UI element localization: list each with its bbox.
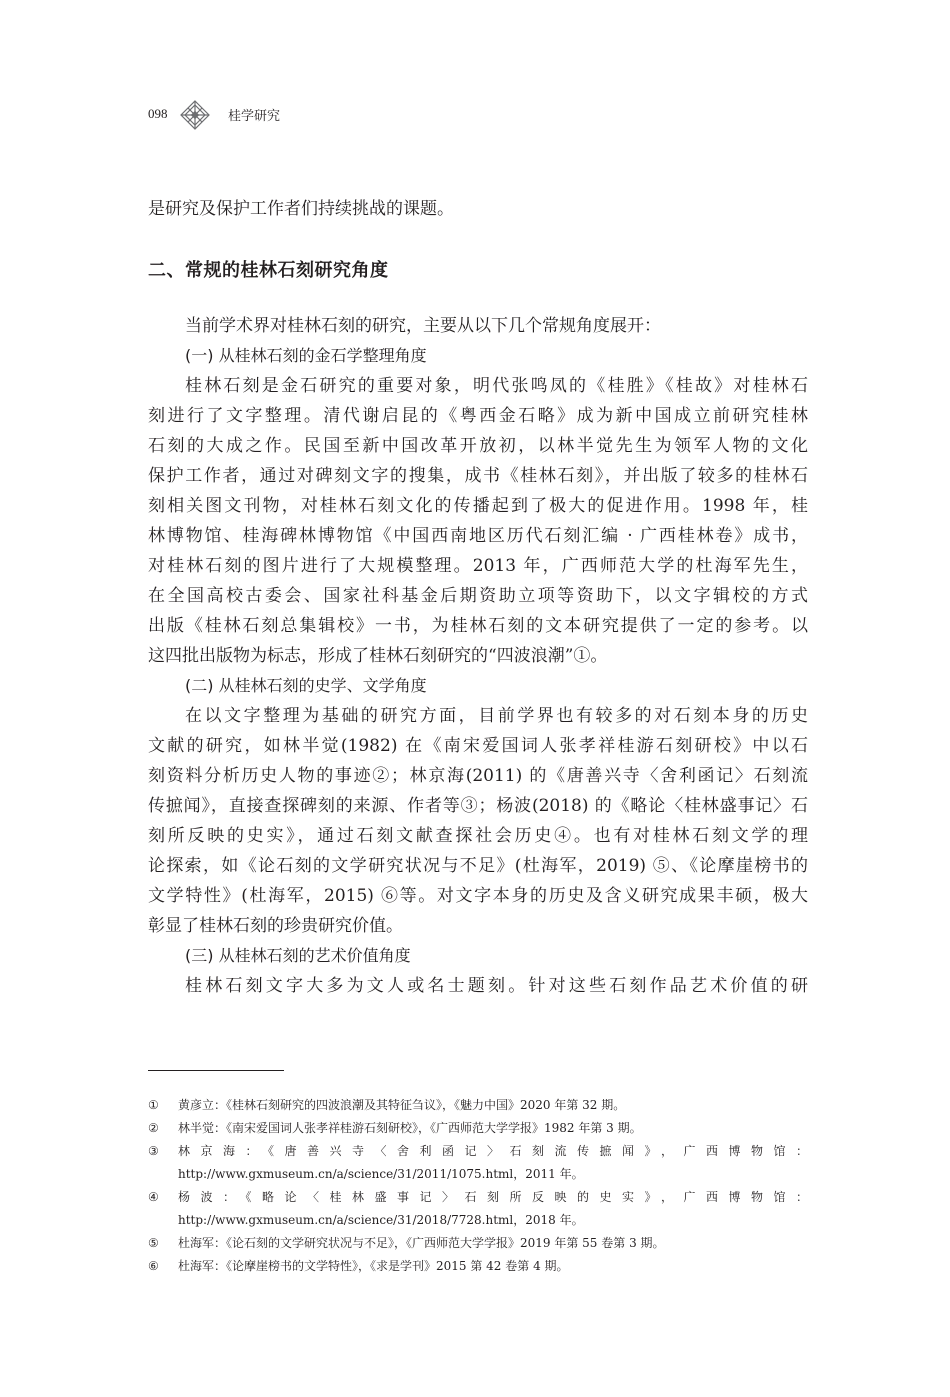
text-line: 在全国高校古委会、国家社科基金后期资助立项等资助下，以文字辑校的方式 xyxy=(148,586,808,606)
lattice-ornament-icon xyxy=(180,100,210,130)
footnote-text: 黄彦立：《桂林石刻研究的四波浪潮及其特征刍议》，《魅力中国》2020 年第 32 期。 xyxy=(178,1098,626,1112)
footnote-text: 林京海：《唐善兴寺〈舍利函记〉石刻流传摭闻》，广西博物馆：http://www.gxmuseum.cn/a/science/31/2011/1075.html，2011 年。 xyxy=(178,1144,808,1181)
text-line: 林博物馆、桂海碑林博物馆《中国西南地区历代石刻汇编 · 广西桂林卷》成书， xyxy=(148,526,808,546)
footnote-item xyxy=(148,1232,808,1255)
footnote-mark: ⑤ xyxy=(148,1236,159,1250)
text-line: 桂林石刻是金石研究的重要对象，明代张鸣凤的《桂胜》《桂故》对桂林石 xyxy=(185,376,808,396)
footnote-mark: ① xyxy=(148,1098,159,1112)
opening-paragraph xyxy=(148,194,808,224)
footnote-item xyxy=(148,1186,808,1232)
main-text xyxy=(148,311,808,1001)
running-header xyxy=(148,100,808,130)
subheading-2: (二) 从桂林石刻的史学、文学角度 xyxy=(185,676,427,695)
footnote-item xyxy=(148,1117,808,1140)
text-line: 在以文字整理为基础的研究方面，目前学界也有较多的对石刻本身的历史 xyxy=(185,706,808,726)
text-line: 传摭闻》，直接查探碑刻的来源、作者等③；杨波(2018) 的《略论〈桂林盛事记〉石 xyxy=(148,796,808,816)
text-line: 保护工作者，通过对碑刻文字的搜集，成书《桂林石刻》，并出版了较多的桂林石 xyxy=(148,466,808,486)
footnote-mark: ③ xyxy=(148,1144,159,1158)
page-number: 098 xyxy=(148,106,168,121)
footnote-item xyxy=(148,1140,808,1186)
intro-line: 当前学术界对桂林石刻的研究，主要从以下几个常规角度展开： xyxy=(185,316,661,336)
text-line: 对桂林石刻的图片进行了大规模整理。2013 年，广西师范大学的杜海军先生， xyxy=(148,556,808,576)
text-line: 出版《桂林石刻总集辑校》一书，为桂林石刻的文本研究提供了一定的参考。以 xyxy=(148,616,808,636)
text-line: 刻进行了文字整理。清代谢启昆的《粤西金石略》成为新中国成立前研究桂林 xyxy=(148,406,808,426)
text-line: 桂林石刻文字大多为文人或名士题刻。针对这些石刻作品艺术价值的研 xyxy=(185,976,808,996)
subheading-3: (三) 从桂林石刻的艺术价值角度 xyxy=(185,946,411,965)
footnote-item xyxy=(148,1094,808,1117)
text-line: 文献的研究，如林半觉(1982) 在《南宋爱国词人张孝祥桂游石刻研校》中以石 xyxy=(148,736,808,756)
text-line: 刻相关图文刊物，对桂林石刻文化的传播起到了极大的促进作用。1998 年，桂 xyxy=(148,496,808,516)
footnote-text: 杨波：《略论〈桂林盛事记〉石刻所反映的史实》，广西博物馆：http://www.gxmuseum.cn/a/science/31/2018/7728.html，2018 年。 xyxy=(178,1190,808,1227)
footnote-mark: ⑥ xyxy=(148,1259,159,1273)
text-line: 彰显了桂林石刻的珍贵研究价值。 xyxy=(148,916,403,936)
footnotes xyxy=(148,1094,808,1278)
footnote-text: 林半觉：《南宋爱国词人张孝祥桂游石刻研校》，《广西师范大学学报》1982 年第 3 期。 xyxy=(178,1121,642,1135)
footnote-text: 杜海军：《论石刻的文学研究状况与不足》，《广西师范大学学报》2019 年第 55 卷第 3 期。 xyxy=(178,1236,665,1250)
subheading-1: (一) 从桂林石刻的金石学整理角度 xyxy=(185,346,427,365)
text-line: 刻资料分析历史人物的事迹②；林京海(2011) 的《唐善兴寺〈舍利函记〉石刻流 xyxy=(148,766,808,786)
footnote-divider xyxy=(148,1070,284,1071)
footnote-text: 杜海军：《论摩崖榜书的文学特性》，《求是学刊》2015 第 42 卷第 4 期。 xyxy=(178,1259,569,1273)
text-line: 是研究及保护工作者们持续挑战的课题。 xyxy=(148,199,454,219)
text-line: 这四批出版物为标志，形成了桂林石刻研究的“四波浪潮”①。 xyxy=(148,646,608,666)
text-line: 石刻的大成之作。民国至新中国改革开放初，以林半觉先生为领军人物的文化 xyxy=(148,436,808,456)
footnote-mark: ④ xyxy=(148,1190,159,1204)
footnote-item xyxy=(148,1255,808,1278)
footnote-mark: ② xyxy=(148,1121,159,1135)
text-line: 论探索，如《论石刻的文学研究状况与不足》(杜海军，2019) ⑤、《论摩崖榜书的 xyxy=(148,856,808,876)
journal-title: 桂学研究 xyxy=(228,109,281,124)
text-line: 刻所反映的史实》，通过石刻文献查探社会历史④。也有对桂林石刻文学的理 xyxy=(148,826,808,846)
section-heading: 二、常规的桂林石刻研究角度 xyxy=(148,260,389,281)
text-line: 文学特性》(杜海军，2015) ⑥等。对文字本身的历史及含义研究成果丰硕，极大 xyxy=(148,886,808,906)
